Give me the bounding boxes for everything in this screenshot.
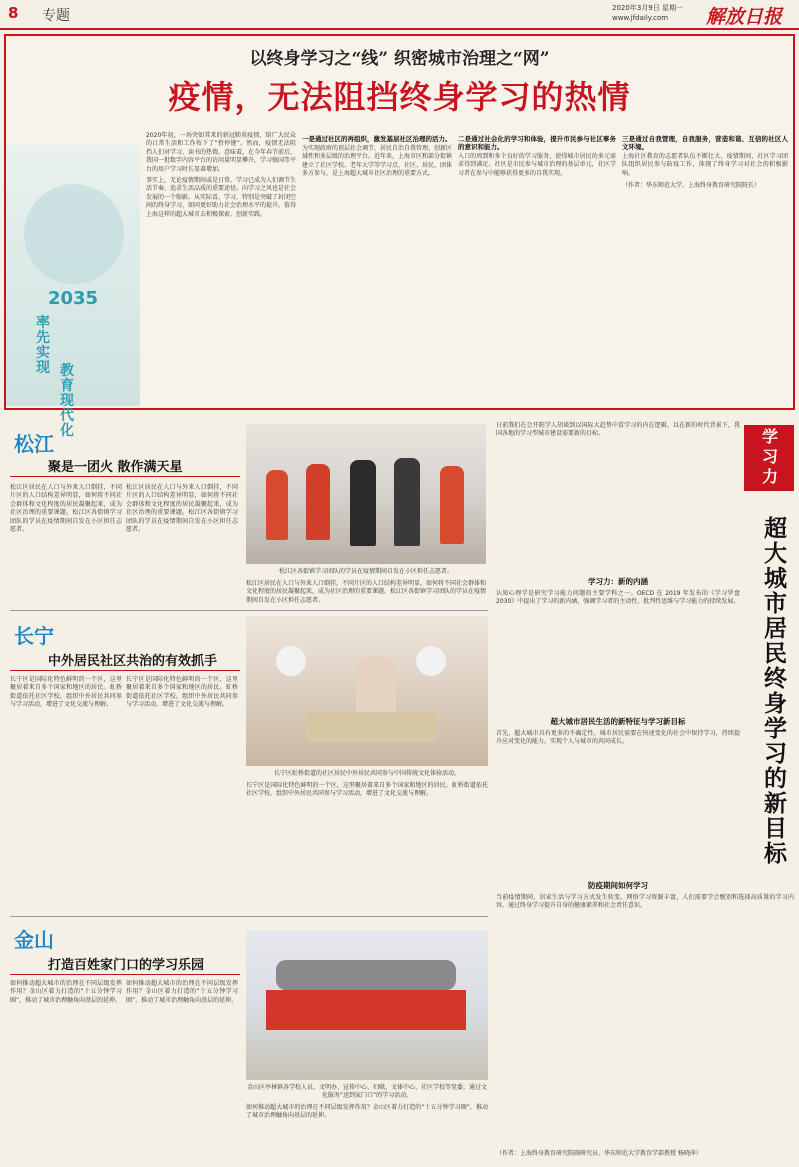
article-body [10,980,122,1160]
article-section-songjiang: 松江 [14,432,54,456]
photo-caption: 金山区亭林镇各学校人员、文明办、宣传中心、妇联、文体中心、社区学校等党委、通过文化服务“送到家门口”的学习活动。 [246,1084,487,1099]
illustration-year: 2035 [47,288,99,309]
feature-subheading: 一是通过社区的再组织，激发基层社区治理的活力。 [302,135,452,143]
sidebar-intro [496,422,740,572]
sidebar-body [496,730,740,870]
sidebar-body [496,590,740,710]
article-paragraph: 松江区居民在人口与外来人口倒挂，不同片区的人口结构差异明显，如何将不同社会群体和文化程度的居民凝聚起来，成为社区治理的重要课题。松江区各街镇学习团队的学员在疫情期间自发在小区担任志愿者。 [126,484,238,534]
article-paragraph: 长宁区是国际化特色鲜明的一个区，这里聚居着来自多个国家和地区的居民。虹桥街道依托社区学校，组织中外居民共同参与学习活动，增进了文化交流与理解。 [126,676,238,709]
illustration-slogan-a: 率先实现 [36,315,50,376]
newspaper-logo: 解放日报 [706,6,783,28]
divider [10,916,488,917]
sidebar-paragraph: 认知心理学是研究学习能力问题的主要学科之一。OECD 在 2019 年发布的《学习罗盘 2030》中提出了学习的新内涵，强调学习者的主动性、批判性思维与学习能力的持续发展。 [496,590,740,606]
chef-hat-icon [416,646,446,676]
section-title: 专题 [42,8,70,24]
article-paragraph: 松江区居民在人口与外来人口倒挂，不同片区的人口结构差异明显，如何将不同社会群体和文化程度的居民凝聚起来，成为社区治理的重要课题。松江区各街镇学习团队的学员在疫情期间自发在小区担任志愿者。 [246,580,487,604]
divider [10,670,240,671]
sidebar-paragraph: 首先，超大城市具有更多的不确定性。城市居民需要在快速变化的社会中保持学习，持续提升应对变化的能力，实现个人与城市的共同成长。 [496,730,740,746]
article-body [10,484,122,604]
article-body [246,580,486,608]
sidebar-headline: 超大城市居民终身学习的新目标 [760,516,786,866]
feature-subtitle: 以终身学习之“线” 织密城市治理之“网” [249,49,550,69]
article-paragraph: 如何推动超大城市的治理在不同层级发挥作用？金山区着力打造的“十五分钟学习圈”，推动了城市治理触角向基层的延伸。 [126,980,238,1004]
sidebar-paragraph: 日前我们在会开院学人胡谈到以国际大趋势中看学习的内在逻辑，以在新的时代背景下，我国各地的学习型城市建设需要新的目标。 [496,422,740,438]
feature-paragraph: 为实现政府的顶层社会调节，居民自治自我管理，创新区域性和多层级的治理平台。近年来，上海市区和部分街镇建立了社区学校、老年大学等学习点，社区、居民、团体多方参与，是上海超大城市社区治理的重要方式。 [302,145,453,178]
article-title: 聚是一团火 散作满天星 [48,460,183,475]
photo-caption: 松江区各街镇学习团队的学员在疫情期间自发在小区担任志愿者。 [278,568,453,575]
feature-headline: 疫情，无法阻挡终身学习的热情 [168,78,631,116]
person-figure [266,470,288,540]
sidebar-paragraph: 当前疫情期间，居家生活与学习方式发生转变，网络学习资源丰富，人们需要学会甄别和选择高质量的学习内容，通过终身学习提升自身的健康素养和社会责任意识。 [496,894,794,910]
article-photo [246,930,488,1080]
feature-subheading: 二是通过社会化的学习和体验，提升市民参与社区事务的意识和能力。 [458,135,616,151]
article-body [246,782,488,912]
table-surface [306,712,436,742]
feature-paragraph: 2020年初，一场突如其来的新冠肺炎疫情，给广大民众的日常生活和工作按下了“暂停键”。然而，疫情无法阻挡人们对学习、读书的热情。意味着，在今年春节前后，我国一批数字内容平台的访问量明显攀升，学习强国等平台的用户学习时长显著增加。 [146,132,297,173]
feature-column-4 [622,132,788,404]
feature-author: （作者：华东师范大学、上海终身教育研究院院长） [622,182,761,190]
feature-column-1 [146,132,296,404]
feature-paragraph: 上海社区教育的志愿者队伍不断壮大，疫情期间，社区学习团队组织居民参与防疫工作，体现了终身学习对社会的积极影响。 [622,153,788,177]
photo-caption: 长宁区虹桥街道的社区居民中外居民共同参与中国传统文化体验活动。 [273,770,460,777]
feature-subheading: 三是通过自我管理，自我服务，营造和谐、互信的社区人文环境。 [622,135,788,151]
article-paragraph: 长宁区是国际化特色鲜明的一个区，这里聚居着来自多个国家和地区的居民。虹桥街道依托社区学校，组织中外居民共同参与学习活动，增进了文化交流与理解。 [10,676,122,709]
article-photo [246,616,488,766]
date-line: 2020年3月9日 星期一 [612,4,683,12]
sidebar-subheading: 防疫期间如何学习 [588,881,648,890]
sidebar-subheading: 超大城市居民生活的新特征与学习新目标 [550,717,686,726]
article-paragraph: 松江区居民在人口与外来人口倒挂，不同片区的人口结构差异明显，如何将不同社会群体和文化程度的居民凝聚起来，成为社区治理的重要课题。松江区各街镇学习团队的学员在疫情期间自发在小区担任志愿者。 [10,484,122,534]
divider [10,476,240,477]
article-body [126,980,238,1160]
group-figures [276,960,456,990]
sidebar-tag: 学习力 [744,425,794,491]
article-body [10,676,122,914]
sidebar-author [496,1150,794,1162]
divider [10,974,240,975]
article-paragraph: 长宁区是国际化特色鲜明的一个区，这里聚居着来自多个国家和地区的居民。虹桥街道依托社区学校，组织中外居民共同参与学习活动，增进了文化交流与理解。 [246,782,488,798]
article-body [246,1104,488,1162]
person-figure [394,458,420,546]
illustration-slogan-b: 教育现代化 [60,363,74,439]
banner [266,990,466,1030]
sidebar-author-text: （作者：上海终身教育研究院副研究员、华东师范大学教育学部教授 杨晓萍） [496,1150,702,1157]
article-paragraph: 如何推动超大城市的治理在不同层级发挥作用？金山区着力打造的“十五分钟学习圈”，推动了城市治理触角向基层的延伸。 [10,980,122,1004]
masthead [0,0,799,30]
article-section-jinshan: 金山 [14,928,54,952]
feature-paragraph: 入口的周到和多个良好的学习服务，使得城市居民的多元需求得到满足。社区是市民参与城市治理的基层单元，社区学习者在参与中能够获得更多的自我实现。 [458,153,616,177]
feature-illustration [6,144,140,439]
article-title: 打造百姓家门口的学习乐园 [48,958,205,973]
divider [10,610,488,611]
person-figure [306,464,330,540]
article-body [126,676,238,914]
sidebar-body [496,894,794,1144]
feature-column-2 [302,132,452,404]
chef-hat-icon [276,646,306,676]
article-title: 中外居民社区共治的有效抓手 [48,654,218,669]
feature-column-3 [458,132,616,404]
person-figure [350,460,376,546]
site-url[interactable]: www.jfdaily.com [612,14,669,22]
article-body [126,484,238,604]
article-photo [246,424,486,564]
globe-icon [24,184,124,284]
article-section-changning: 长宁 [14,624,54,648]
feature-paragraph: 事实上，无论疫情期间或是日常，学习已成为人们调节生活节奏、追求生活品质的重要途径。向学习之风也是社会发展的一个缩影。从实际看，学习，特别是突破了封闭空间的终身学习，如同更好助力社会治理水平的提升。值得上海这样的超大城市去积极探索、创新实践。 [146,177,297,218]
page-number: 8 [8,4,19,22]
person-figure [440,466,464,544]
sidebar-subheading: 学习力：新的内涵 [588,577,648,586]
article-paragraph: 如何推动超大城市的治理在不同层级发挥作用？金山区着力打造的“十五分钟学习圈”，推动了城市治理触角向基层的延伸。 [246,1104,488,1120]
